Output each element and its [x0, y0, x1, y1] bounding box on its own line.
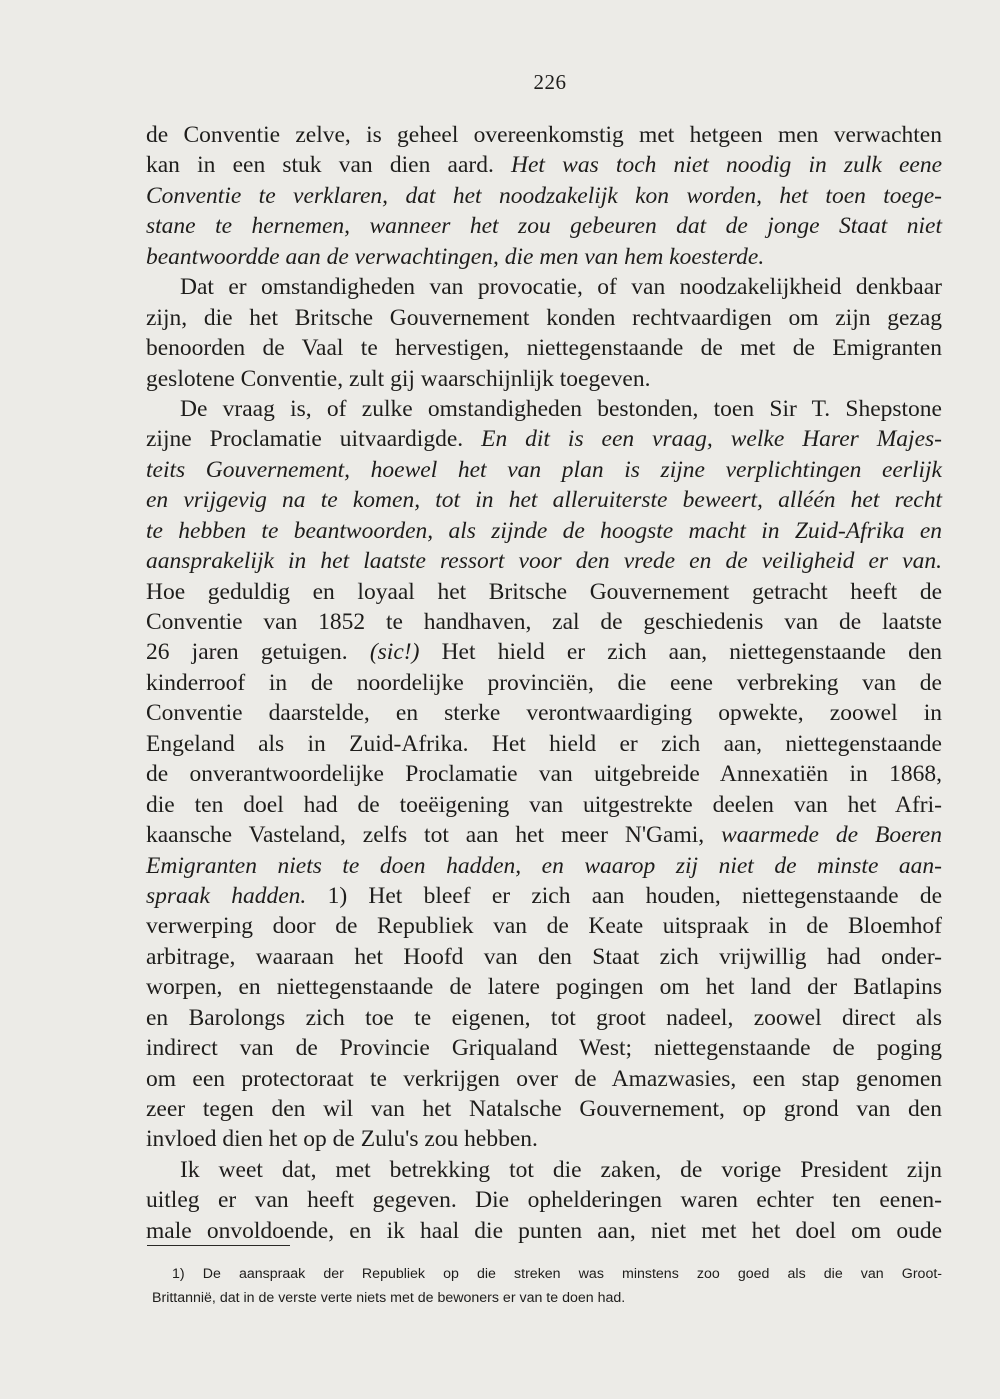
text-line: [146, 394, 942, 424]
text-line: [146, 516, 942, 546]
italic-run: stane te hernemen, wanneer het zou gebeuren dat de jonge Staat niet: [146, 213, 942, 240]
text-run: arbitrage, waaraan het Hoofd van den Staat zich vrijwillig had onder-: [146, 943, 942, 970]
text-run: De vraag is, of zulke omstandigheden bestonden, toen Sir T. Shepstone: [180, 395, 942, 422]
text-run: 26 jaren getuigen.: [146, 639, 370, 666]
italic-run: Conventie te verklaren, dat het noodzakelijk kon worden, het toen toege-: [146, 182, 942, 209]
footnote-separator: [147, 1245, 290, 1246]
italic-run: En dit is een vraag, welke Harer Majes-: [481, 426, 942, 453]
text-line: [146, 120, 942, 150]
text-run: Conventie daarstelde, en sterke verontwaardiging opwekte, zoowel in: [146, 700, 942, 727]
italic-run: Emigranten niets te doen hadden, en waarop zij niet de minste aan-: [146, 852, 942, 879]
text-line: [146, 455, 942, 485]
text-line: [146, 424, 942, 454]
text-line: [146, 211, 942, 241]
text-line: [146, 668, 942, 698]
text-line: [146, 272, 942, 302]
text-line: [146, 851, 942, 881]
text-line: [146, 181, 942, 211]
text-run: verwerping door de Republiek van de Keate uitspraak in de Bloemhof: [146, 913, 942, 940]
text-run: Conventie van 1852 te handhaven, zal de geschiedenis van de laatste: [146, 609, 942, 635]
text-line: [146, 1003, 942, 1033]
italic-run: en vrijgevig na te komen, tot in het alleruiterste beweert, alléén het recht: [146, 487, 942, 514]
italic-run: Het was toch niet noodig in zulk eene: [511, 152, 943, 179]
text-line: [146, 881, 942, 911]
italic-run: teits Gouvernement, hoewel het van plan is zijne verplichtingen eerlijk: [146, 456, 942, 483]
text-line: [146, 759, 942, 789]
text-line: [146, 1064, 942, 1094]
footnote-line: Brittannië, dat in de verste verte niets met de bewoners er van te doen had.: [152, 1290, 626, 1306]
text-line: [146, 546, 942, 576]
text-run: zijne Proclamatie uitvaardigde.: [146, 426, 482, 453]
text-line: [146, 1094, 942, 1124]
italic-run: te hebben te beantwoorden, als zijnde de hoogste macht in Zuid-Afrika en: [146, 517, 942, 544]
italic-run: waarmede de Boeren: [721, 822, 942, 849]
text-line: [146, 607, 942, 637]
text-run: zeer tegen den wil van het Natalsche Gouvernement, op grond van den: [146, 1096, 942, 1122]
text-line: [146, 637, 942, 667]
text-run: invloed dien het op de Zulu's zou hebben.: [146, 1126, 538, 1153]
text-run: kaansche Vasteland, zelfs tot aan het meer N'Gami,: [146, 822, 722, 849]
text-line: [146, 242, 942, 272]
text-run: Hoe geduldig en loyaal het Britsche Gouvernement getracht heeft de: [146, 578, 942, 605]
footnote-line: 1) De aanspraak der Republiek op die streken was minstens zoo goed als die van Groot-: [172, 1266, 942, 1282]
text-run: en Barolongs zich toe te eigenen, tot groot nadeel, zoowel direct als: [146, 1004, 942, 1031]
text-line: [146, 333, 942, 363]
text-run: de Conventie zelve, is geheel overeenkomstig met hetgeen men verwachten: [146, 122, 942, 148]
italic-run: spraak hadden.: [146, 882, 307, 909]
text-line: [146, 1033, 942, 1063]
text-line: [146, 1185, 942, 1215]
text-run: Dat er omstandigheden van provocatie, of van noodzakelijkheid denkbaar: [180, 274, 942, 301]
text-line: [146, 303, 942, 333]
text-run: geslotene Conventie, zult gij waarschijnlijk toegeven.: [146, 365, 651, 392]
italic-run: (sic!): [369, 639, 420, 666]
text-line: [146, 911, 942, 941]
footnote: [152, 1262, 942, 1310]
page-number: 226: [533, 70, 567, 94]
text-line: [146, 729, 942, 759]
text-line: [146, 150, 942, 180]
text-run: zijn, die het Britsche Gouvernement konden rechtvaardigen om zijn gezag: [146, 304, 942, 331]
italic-run: beantwoordde aan de verwachtingen, die men van hem koesterde.: [146, 243, 765, 270]
text-run: benoorden de Vaal te hervestigen, niettegenstaande de met de Emigranten: [146, 335, 942, 362]
text-run: om een protectoraat te verkrijgen over de Amazwasies, een stap genomen: [146, 1065, 942, 1092]
text-run: kan in een stuk van dien aard.: [146, 152, 512, 179]
text-run: male onvoldoende, en ik haal die punten aan, niet met het doel om oude: [146, 1217, 942, 1244]
text-run: de onverantwoordelijke Proclamatie van uitgebreide Annexatiën in 1868,: [146, 761, 942, 788]
text-run: die ten doel had de toeëigening van uitgestrekte deelen van het Afri-: [146, 791, 942, 818]
text-line: [146, 698, 942, 728]
text-run: Ik weet dat, met betrekking tot die zaken, de vorige President zijn: [180, 1156, 942, 1183]
text-run: Engeland als in Zuid-Afrika. Het hield er zich aan, niettegenstaande: [146, 730, 942, 757]
text-run: Het hield er zich aan, niettegenstaande den: [419, 639, 943, 666]
text-run: kinderroof in de noordelijke provinciën, die eene verbreking van de: [146, 669, 942, 696]
text-run: worpen, en niettegenstaande de latere pogingen om het land der Batlapins: [146, 974, 942, 1001]
text-line: [146, 972, 942, 1002]
text-line: [146, 820, 942, 850]
body-text: [146, 120, 942, 1246]
text-line: [146, 1155, 942, 1185]
text-line: [146, 942, 942, 972]
text-line: [146, 1216, 942, 1246]
text-line: [146, 577, 942, 607]
text-run: indirect van de Provincie Griqualand West; niettegenstaande de poging: [146, 1035, 942, 1062]
text-line: [146, 485, 942, 515]
italic-run: aansprakelijk in het laatste ressort voor den vrede en de veiligheid er van.: [146, 548, 942, 575]
text-line: [146, 1124, 942, 1154]
text-line: [146, 790, 942, 820]
text-run: uitleg er van heeft gegeven. Die ophelderingen waren echter ten eenen-: [146, 1187, 942, 1214]
text-line: [146, 364, 942, 394]
text-run: 1) Het bleef er zich aan houden, niettegenstaande de: [306, 882, 942, 909]
